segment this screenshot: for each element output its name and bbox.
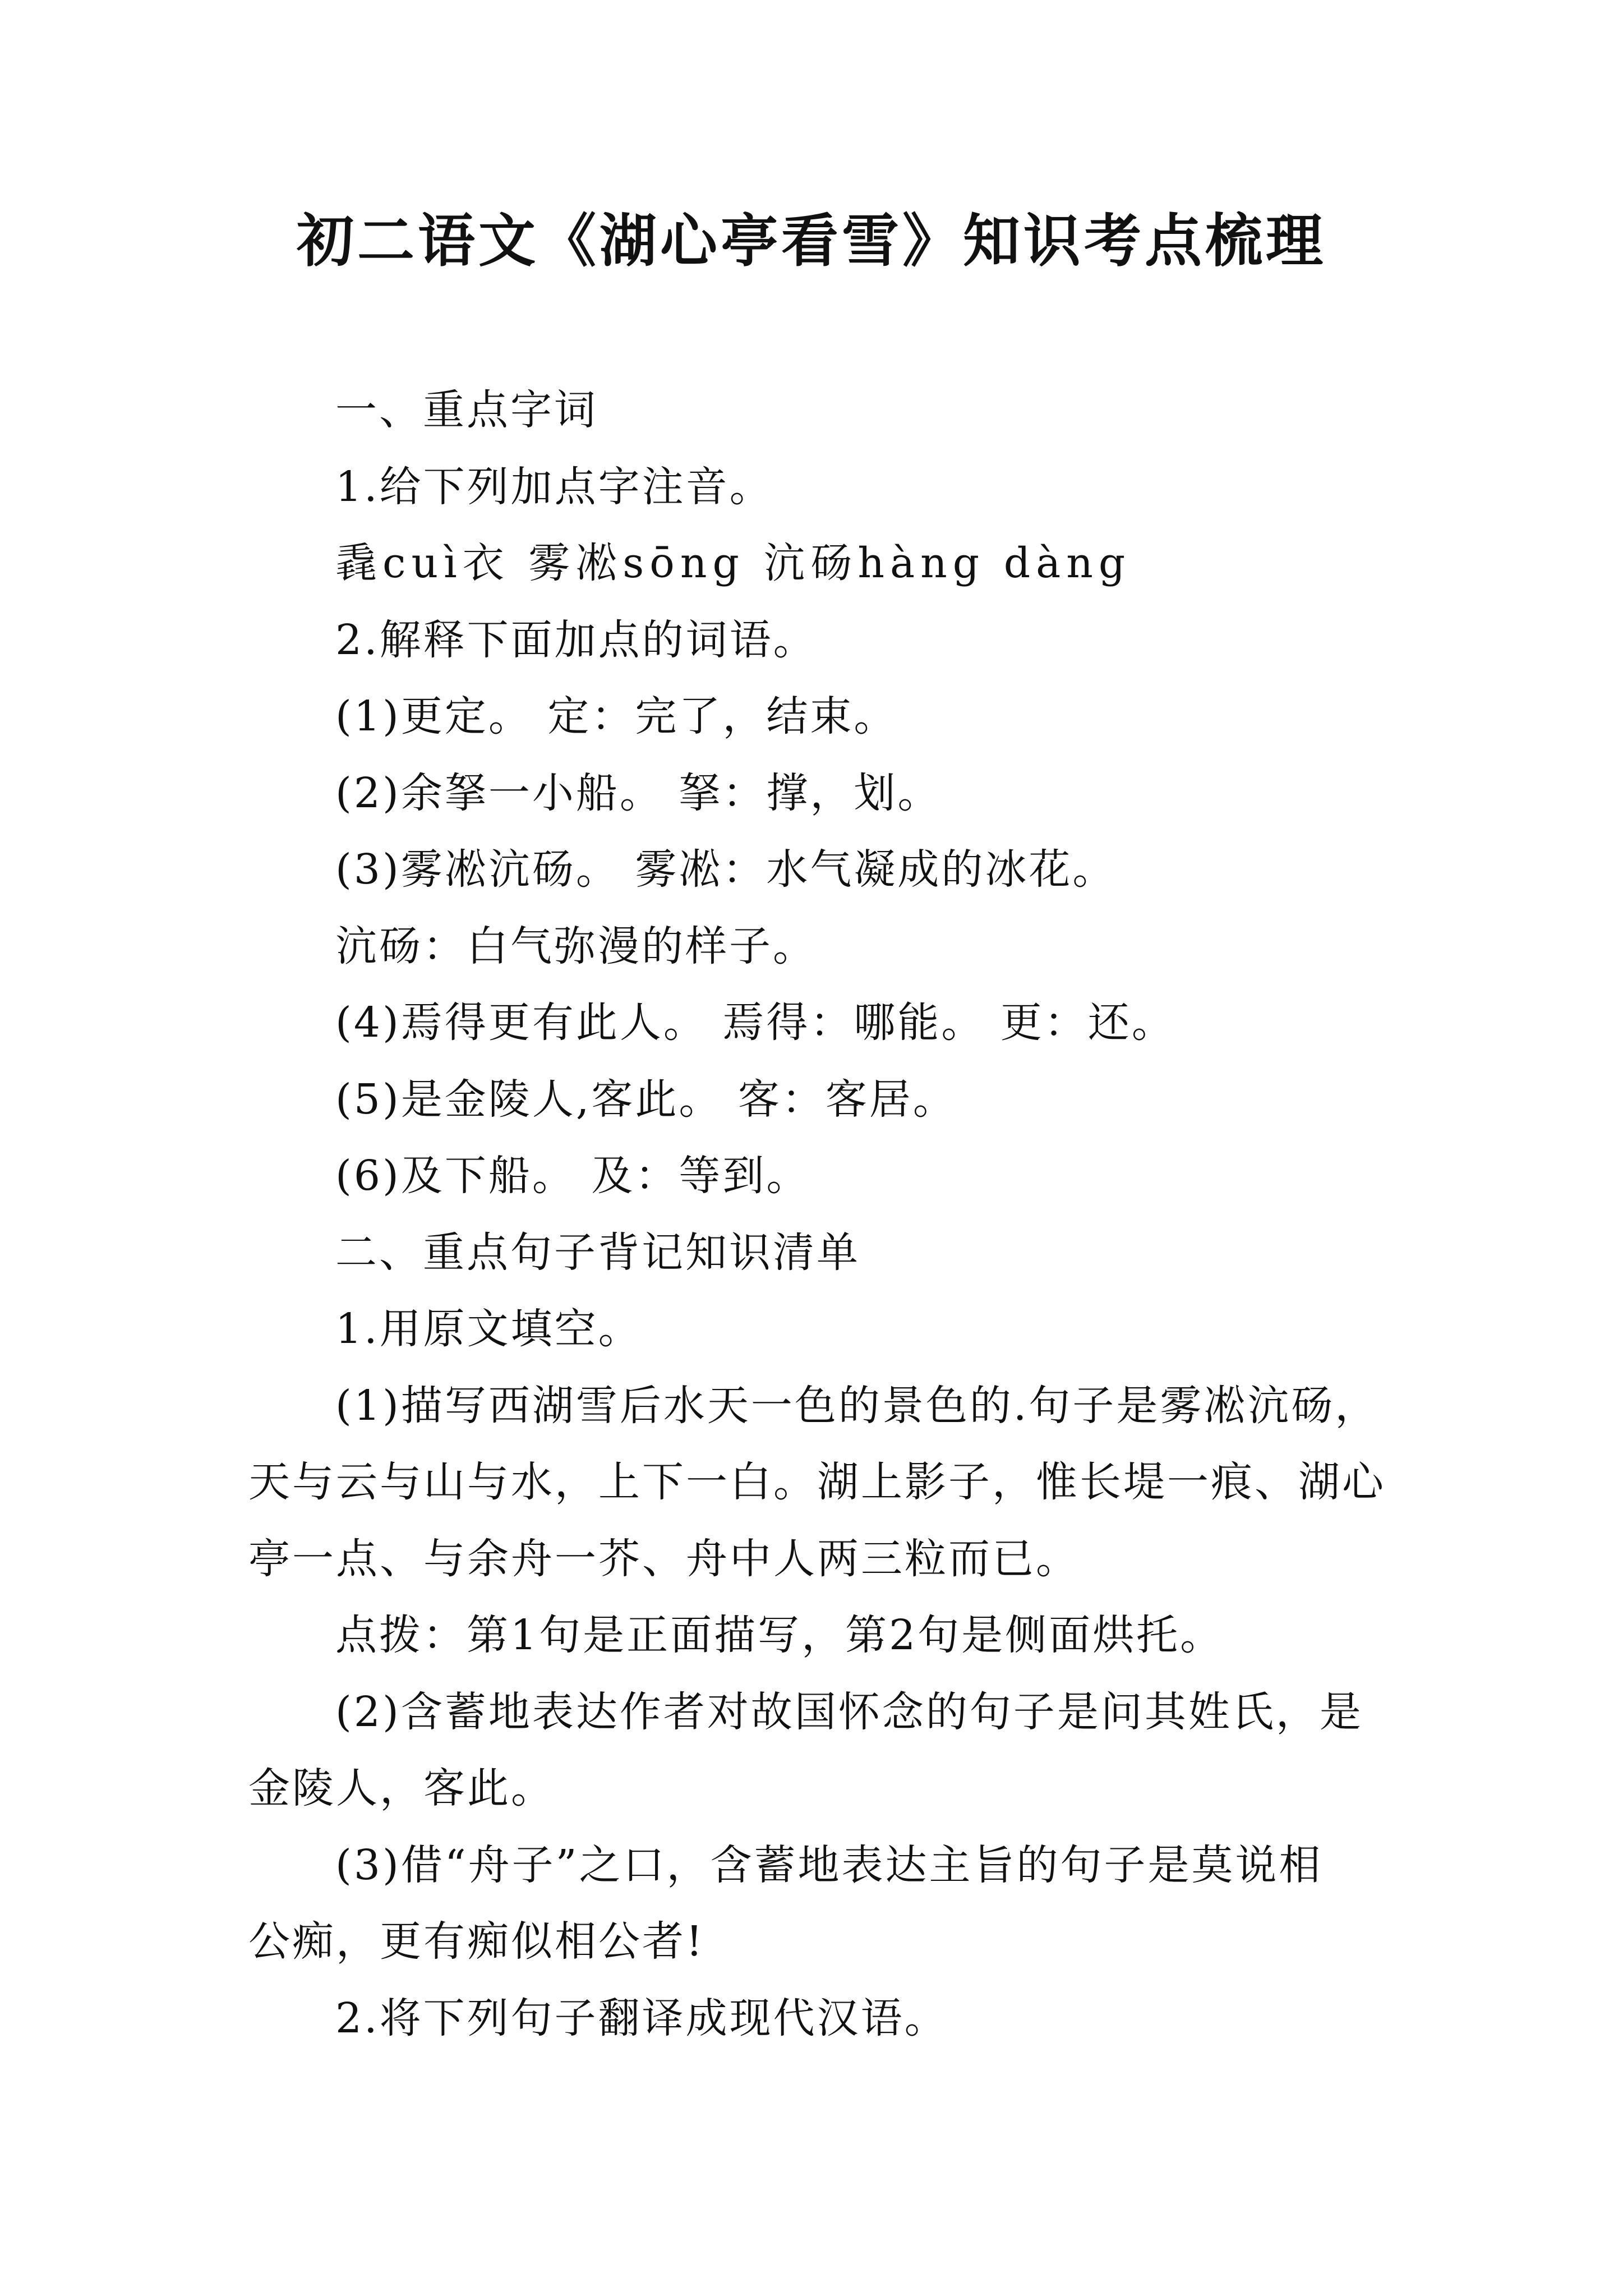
fill-item-1-line-1: (1)描写西湖雪后水天一色的景色的.句子是雾凇沆砀， <box>335 1382 1379 1430</box>
document-title: 初二语文《湖心亭看雪》知识考点梳理 <box>297 208 1326 275</box>
explain-item-2: (2)余拏一小船。 拏：撑，划。 <box>335 769 942 817</box>
explain-item-3: (3)雾凇沆砀。 雾凇：水气凝成的冰花。 <box>335 845 1117 894</box>
explain-item-6: (6)及下船。 及：等到。 <box>335 1152 810 1200</box>
fill-item-1-hint: 点拨：第1句是正面描写，第2句是侧面烘托。 <box>335 1611 1224 1659</box>
fill-item-2-line-2: 金陵人，客此。 <box>248 1764 555 1812</box>
fill-item-3-line-2: 公痴，更有痴似相公者! <box>248 1917 705 1966</box>
explain-item-1: (1)更定。 定：完了，结束。 <box>335 692 898 740</box>
pinyin-answer-line: 毳cuì衣 雾凇sōng 沆砀hàng dàng <box>335 539 1131 587</box>
question-1-pinyin: 1.给下列加点字注音。 <box>335 463 773 511</box>
question-translate: 2.将下列句子翻译成现代汉语。 <box>335 1994 948 2042</box>
fill-item-3-line-1: (3)借“舟子”之口，含蓄地表达主旨的句子是莫说相 <box>335 1841 1323 1889</box>
question-2-explain: 2.解释下面加点的词语。 <box>335 616 817 664</box>
explain-item-5: (5)是金陵人,客此。 客：客居。 <box>335 1075 957 1124</box>
question-fill-blanks: 1.用原文填空。 <box>335 1305 642 1353</box>
fill-item-1-line-3: 亭一点、与余舟一芥、舟中人两三粒而已。 <box>248 1535 1080 1583</box>
explain-item-4: (4)焉得更有此人。 焉得：哪能。 更：还。 <box>335 999 1175 1047</box>
fill-item-2-line-1: (2)含蓄地表达作者对故国怀念的句子是问其姓氏，是 <box>335 1688 1363 1736</box>
section-heading-key-words: 一、重点字词 <box>335 386 598 434</box>
explain-item-3-continued: 沆砀：白气弥漫的样子。 <box>335 922 817 970</box>
section-heading-key-sentences: 二、重点句子背记知识清单 <box>335 1228 860 1277</box>
fill-item-1-line-2: 天与云与山与水，上下一白。湖上影子，惟长堤一痕、湖心 <box>248 1458 1386 1506</box>
